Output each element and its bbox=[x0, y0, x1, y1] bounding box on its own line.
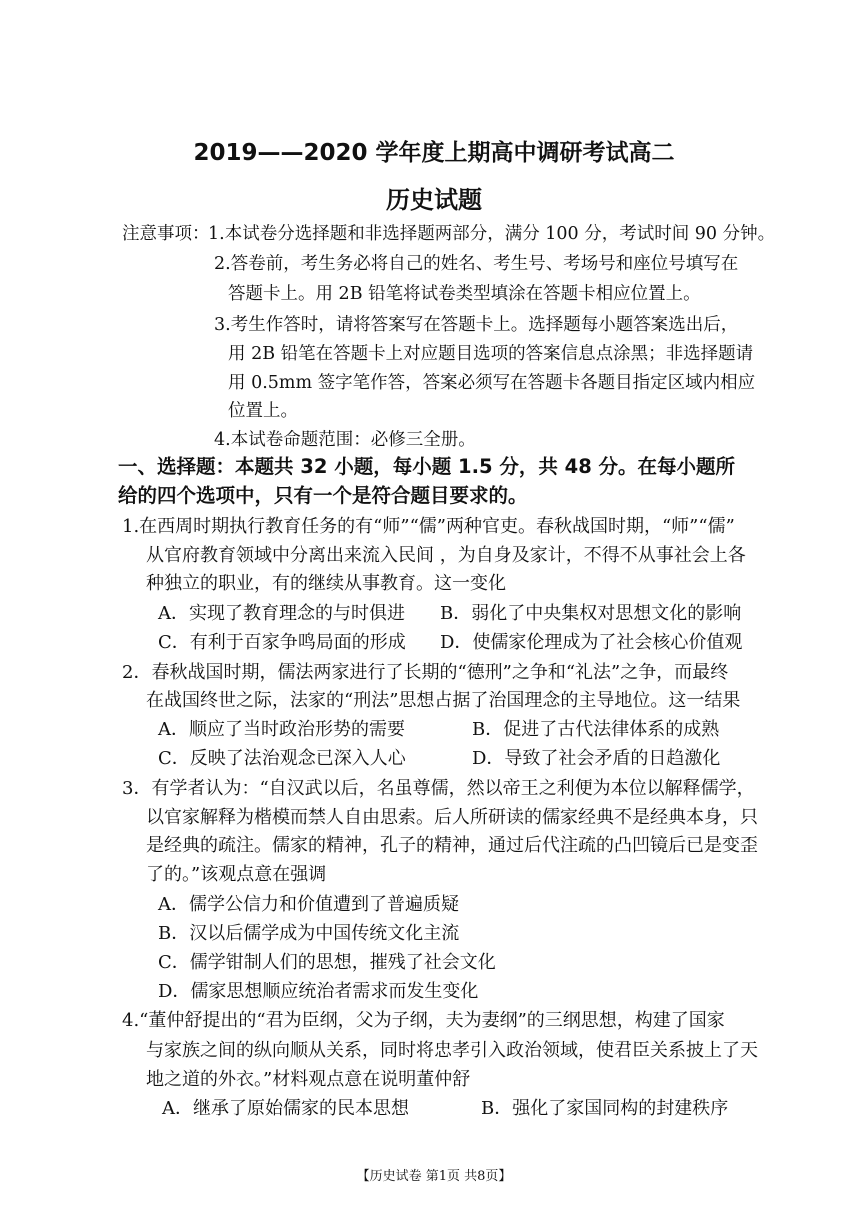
notice-line: 用 0.5mm 签字笔作答，答案必须写在答题卡各题目指定区域内相应 bbox=[228, 373, 756, 393]
question-4-stem: 与家族之间的纵向顺从关系，同时将忠孝引入政治领域，使君臣关系披上了天 bbox=[146, 1040, 758, 1061]
question-3-stem: 是经典的疏注。儒家的精神，孔子的精神，通过后代注疏的凸凹镜后已是变歪 bbox=[146, 835, 758, 856]
question-3-option-a: A．儒学公信力和价值遭到了普遍质疑 bbox=[158, 894, 459, 915]
notice-line: 3.考生作答时，请将答案写在答题卡上。选择题每小题答案选出后， bbox=[214, 315, 739, 335]
question-1-stem: 从官府教育领域中分离出来流入民间 ，为自身及家计，不得不从事社会上各 bbox=[146, 545, 746, 566]
question-1-option-c: C．有利于百家争鸣局面的形成 bbox=[158, 632, 406, 653]
notice-line: 答题卡上。用 2B 铅笔将试卷类型填涂在答题卡相应位置上。 bbox=[228, 284, 701, 304]
notice-line: 4.本试卷命题范围：必修三全册。 bbox=[214, 430, 476, 450]
question-1-stem: 1.在西周时期执行教育任务的有“师”“儒”两种官吏。春秋战国时期，“师”“儒” bbox=[122, 516, 735, 537]
question-3-option-b: B．汉以后儒学成为中国传统文化主流 bbox=[158, 923, 460, 944]
page-footer: 【历史试卷 第1页 共8页】 bbox=[356, 1169, 512, 1184]
question-3-stem: 了的。”该观点意在强调 bbox=[146, 864, 327, 885]
notice-line: 用 2B 铅笔在答题卡上对应题目选项的答案信息点涂黑；非选择题请 bbox=[228, 344, 754, 364]
question-3-option-d: D．儒家思想顺应统治者需求而发生变化 bbox=[158, 981, 479, 1002]
question-3-stem: 以官家解释为楷模而禁人自由思索。后人所研读的儒家经典不是经典本身，只 bbox=[146, 807, 758, 828]
question-2-option-d: D．导致了社会矛盾的日趋激化 bbox=[472, 748, 721, 769]
exam-title: 2019——2020 学年度上期高中调研考试高二 bbox=[193, 140, 675, 166]
question-2-option-c: C．反映了法治观念已深入人心 bbox=[158, 748, 406, 769]
question-2-stem: 在战国终世之际，法家的“刑法”思想占据了治国理念的主导地位。这一结果 bbox=[146, 690, 741, 711]
question-1-stem: 种独立的职业，有的继续从事教育。这一变化 bbox=[146, 573, 506, 594]
question-1-option-d: D．使儒家伦理成为了社会核心价值观 bbox=[440, 632, 743, 653]
question-4-option-b: B．强化了家国同构的封建秩序 bbox=[481, 1098, 729, 1119]
section-heading: 一、选择题：本题共 32 小题，每小题 1.5 分，共 48 分。在每小题所 bbox=[118, 455, 736, 478]
question-2-stem: 2．春秋战国时期，儒法两家进行了长期的“德刑”之争和“礼法”之争，而最终 bbox=[122, 662, 729, 683]
question-3-stem: 3．有学者认为：“自汉武以后，名虽尊儒，然以帝王之利便为本位以解释儒学， bbox=[122, 778, 755, 799]
section-heading: 给的四个选项中，只有一个是符合题目要求的。 bbox=[118, 484, 528, 507]
notice-line: 2.答卷前，考生务必将自己的姓名、考生号、考场号和座位号填写在 bbox=[214, 254, 739, 274]
notice-line: 1.本试卷分选择题和非选择题两部分，满分 100 分，考试时间 90 分钟。 bbox=[208, 224, 776, 244]
question-1-option-a: A．实现了教育理念的与时俱进 bbox=[158, 603, 405, 624]
question-2-option-b: B．促进了古代法律体系的成熟 bbox=[472, 719, 720, 740]
question-4-stem: 4.“董仲舒提出的“君为臣纲，父为子纲，夫为妻纲”的三纲思想，构建了国家 bbox=[122, 1010, 725, 1031]
question-4-stem: 地之道的外衣。”材料观点意在说明董仲舒 bbox=[146, 1069, 471, 1090]
question-4-option-a: A．继承了原始儒家的民本思想 bbox=[162, 1098, 409, 1119]
question-3-option-c: C．儒学钳制人们的思想，摧残了社会文化 bbox=[158, 952, 496, 973]
exam-subtitle: 历史试题 bbox=[386, 186, 482, 214]
notice-label: 注意事项： bbox=[122, 224, 210, 244]
notice-line: 位置上。 bbox=[228, 401, 298, 421]
question-1-option-b: B．弱化了中央集权对思想文化的影响 bbox=[440, 603, 742, 624]
question-2-option-a: A．顺应了当时政治形势的需要 bbox=[158, 719, 405, 740]
